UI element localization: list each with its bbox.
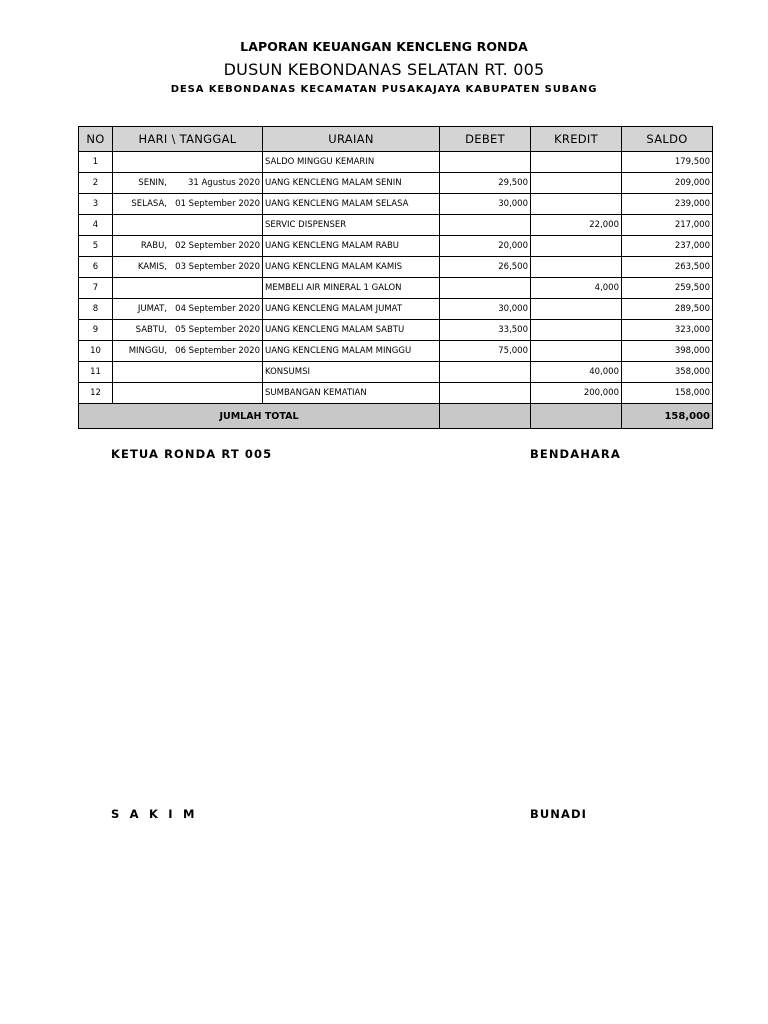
cell-kredit (531, 236, 622, 257)
cell-debet (440, 362, 531, 383)
cell-debet (440, 278, 531, 299)
cell-uraian: KONSUMSI (263, 362, 440, 383)
report-subtitle: DUSUN KEBONDANAS SELATAN RT. 005 (223, 60, 545, 79)
cell-date: 02 September 2020 (175, 241, 260, 251)
cell-saldo: 358,000 (622, 362, 713, 383)
cell-day: MINGGU, (128, 346, 167, 356)
report-location: DESA KEBONDANAS KECAMATAN PUSAKAJAYA KABUPATEN SUBANG (170, 84, 598, 95)
cell-no: 11 (79, 362, 113, 383)
cell-no: 10 (79, 341, 113, 362)
table-row (79, 362, 713, 383)
cell-day: RABU, (140, 241, 167, 251)
cell-debet: 30,000 (440, 299, 531, 320)
cell-date: 06 September 2020 (175, 346, 260, 356)
total-debet-cell (440, 404, 531, 429)
cell-debet (440, 215, 531, 236)
cell-day: KAMIS, (137, 262, 167, 272)
cell-date: 04 September 2020 (175, 304, 260, 314)
cell-kredit (531, 341, 622, 362)
cell-hari-tanggal (113, 215, 263, 236)
cell-hari-tanggal (113, 299, 263, 320)
cell-saldo: 158,000 (622, 383, 713, 404)
cell-day: SELASA, (131, 199, 167, 209)
cell-saldo: 289,500 (622, 299, 713, 320)
cell-hari-tanggal (113, 320, 263, 341)
cell-debet: 75,000 (440, 341, 531, 362)
table-body (79, 152, 713, 404)
cell-hari-tanggal (113, 257, 263, 278)
cell-kredit: 4,000 (531, 278, 622, 299)
cell-kredit (531, 320, 622, 341)
table-row (79, 152, 713, 173)
cell-saldo: 179,500 (622, 152, 713, 173)
cell-saldo: 263,500 (622, 257, 713, 278)
cell-hari-tanggal (113, 152, 263, 173)
cell-uraian: UANG KENCLENG MALAM SELASA (263, 194, 440, 215)
cell-uraian: SUMBANGAN KEMATIAN (263, 383, 440, 404)
col-header-uraian: URAIAN (263, 127, 440, 152)
cell-uraian: UANG KENCLENG MALAM SENIN (263, 173, 440, 194)
cell-no: 12 (79, 383, 113, 404)
cell-no: 4 (79, 215, 113, 236)
col-header-hari-tanggal: HARI \ TANGGAL (113, 127, 263, 152)
cell-uraian: SERVIC DISPENSER (263, 215, 440, 236)
report-title: LAPORAN KEUANGAN KENCLENG RONDA (240, 39, 528, 54)
signature-name-treasurer: BUNADI (530, 807, 588, 821)
cell-no: 9 (79, 320, 113, 341)
cell-uraian: UANG KENCLENG MALAM RABU (263, 236, 440, 257)
cell-saldo: 239,000 (622, 194, 713, 215)
signature-role-chairman: KETUA RONDA RT 005 (111, 447, 273, 461)
cell-uraian: UANG KENCLENG MALAM JUMAT (263, 299, 440, 320)
cell-debet: 30,000 (440, 194, 531, 215)
cell-hari-tanggal (113, 278, 263, 299)
cell-kredit (531, 194, 622, 215)
total-row (79, 404, 713, 429)
cell-uraian: UANG KENCLENG MALAM KAMIS (263, 257, 440, 278)
cell-kredit (531, 299, 622, 320)
col-header-saldo: SALDO (622, 127, 713, 152)
cell-day: SABTU, (135, 325, 167, 335)
cell-date: 31 Agustus 2020 (187, 178, 260, 188)
table-row (79, 257, 713, 278)
cell-no: 5 (79, 236, 113, 257)
cell-hari-tanggal (113, 362, 263, 383)
col-header-kredit: KREDIT (531, 127, 622, 152)
cell-day: JUMAT, (137, 304, 167, 314)
total-value: 158,000 (622, 404, 713, 429)
cell-saldo: 259,500 (622, 278, 713, 299)
table-row (79, 299, 713, 320)
cell-no: 7 (79, 278, 113, 299)
cell-date: 03 September 2020 (175, 262, 260, 272)
table-row (79, 320, 713, 341)
cell-hari-tanggal (113, 173, 263, 194)
cell-kredit: 22,000 (531, 215, 622, 236)
cell-saldo: 237,000 (622, 236, 713, 257)
cell-no: 1 (79, 152, 113, 173)
cell-no: 2 (79, 173, 113, 194)
cell-uraian: UANG KENCLENG MALAM MINGGU (263, 341, 440, 362)
table-row (79, 236, 713, 257)
table-row (79, 383, 713, 404)
cell-uraian: MEMBELI AIR MINERAL 1 GALON (263, 278, 440, 299)
table-row (79, 173, 713, 194)
cell-hari-tanggal (113, 341, 263, 362)
cell-date: 05 September 2020 (175, 325, 260, 335)
cell-date: 01 September 2020 (175, 199, 260, 209)
col-header-debet: DEBET (440, 127, 531, 152)
cell-uraian: SALDO MINGGU KEMARIN (263, 152, 440, 173)
table-row (79, 194, 713, 215)
cell-saldo: 217,000 (622, 215, 713, 236)
cell-kredit (531, 173, 622, 194)
cell-hari-tanggal (113, 236, 263, 257)
table-row (79, 278, 713, 299)
signature-name-chairman: S A K I M (111, 807, 198, 821)
cell-kredit (531, 257, 622, 278)
cell-day: SENIN, (138, 178, 167, 188)
cell-kredit: 40,000 (531, 362, 622, 383)
total-kredit-cell (531, 404, 622, 429)
table-header-row (79, 127, 713, 152)
total-label: JUMLAH TOTAL (79, 404, 440, 429)
cell-no: 8 (79, 299, 113, 320)
finance-table (78, 126, 713, 429)
table-row (79, 341, 713, 362)
cell-saldo: 323,000 (622, 320, 713, 341)
col-header-no: NO (79, 127, 113, 152)
cell-uraian: UANG KENCLENG MALAM SABTU (263, 320, 440, 341)
cell-debet: 20,000 (440, 236, 531, 257)
table-row (79, 215, 713, 236)
cell-no: 6 (79, 257, 113, 278)
cell-debet: 33,500 (440, 320, 531, 341)
cell-kredit (531, 152, 622, 173)
cell-kredit: 200,000 (531, 383, 622, 404)
cell-debet (440, 383, 531, 404)
cell-saldo: 209,000 (622, 173, 713, 194)
cell-no: 3 (79, 194, 113, 215)
cell-debet: 26,500 (440, 257, 531, 278)
cell-hari-tanggal (113, 383, 263, 404)
signature-role-treasurer: BENDAHARA (530, 447, 621, 461)
cell-saldo: 398,000 (622, 341, 713, 362)
cell-debet (440, 152, 531, 173)
cell-hari-tanggal (113, 194, 263, 215)
cell-debet: 29,500 (440, 173, 531, 194)
